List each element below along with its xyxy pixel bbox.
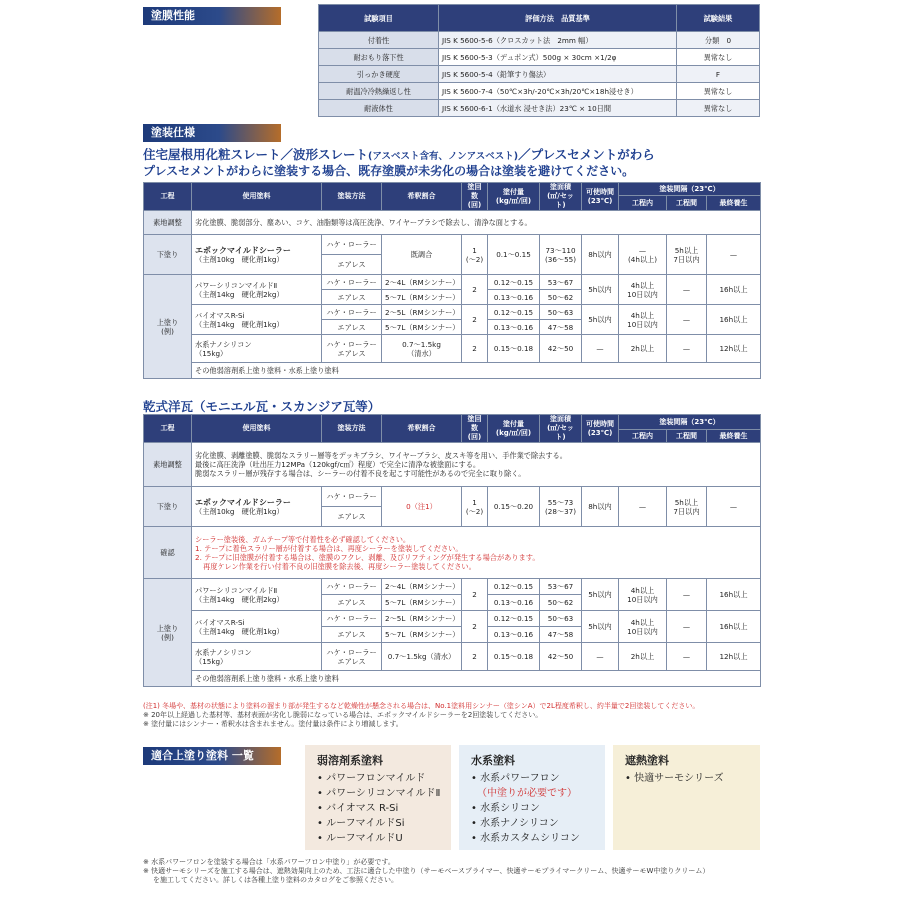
section-spec-label: 塗装仕様 xyxy=(143,124,281,142)
list-item: • バイオマス R-Si xyxy=(317,803,399,814)
spec-table-2: 工程 使用塗料 塗装方法 希釈割合 塗回数 (回) 塗付量 (kg/㎡/回) 塗面積 (㎡/セット) 可使時間 (23℃) 塗装間隔（23℃） 工程内 工程間 最終養生 素地調整 劣化塗膜、剥離塗膜、脆弱なスラリー層等をデッキブラシ、ワイヤーブラシ、皮スキ等を用い、手作業で除去する。 最後に高圧洗浄（吐出圧力12MPa（120kgf/c㎡）程度）で完全に清浄な被塗面にする。 脆弱なスラリー層が残存する場合は、シーラーの付着不良を起こす可能性があるので完全に取り除く。 下塗り エポックマイルドシーラー （主剤10kg 硬化剤1kg） ハケ・ローラー 0（注1） 1 (～2) 0.15～0.20 55～73 (28～37) 8h以内 — 5h以上 7日以内 — エアレス 確認 シーラー塗装後、ガムテープ等で付着性を必ず確認してください。 1. テープに着色スラリー層が付着する場合は、再度シーラーを塗装してください。 2. テープに旧塗膜が付着する場合は、塗膜のフクレ、剥離、及びリフティングが発生する場合があります。 再度ケレン作業を行い付着不良の旧塗膜を除去後、再度シーラー塗装してください。 上塗り (例) パワーシリコンマイルドⅡ （主剤14kg 硬化剤2kg） ハケ・ローラー 2～4L（RMシンナー） 2 0.12～0.15 53～67 5h以内 4h以上 10日以内 — 16h以上 エアレス 5～7L（RMシンナー） 0.13～0.16 50～62 バイオマスR-Si （主剤14kg 硬化剤1kg） ハケ・ローラー 2～5L（RMシンナー） 2 0.12～0.15 50～63 5h以内 4h以上 10日以内 — 16h以上 エアレス 5～7L（RMシンナー） 0.13～0.16 47～58 水系ナノシリコン （15kg） ハケ・ローラー エアレス 0.7～1.5kg（清水） 2 0.15～0.18 42～50 — 2h以上 — 12h以上 その他弱溶剤系上塗り塗料・水系上塗り塗料 xyxy=(143,414,761,687)
process-top-2: 上塗り (例) xyxy=(144,579,192,687)
col-int-within: 工程内 xyxy=(619,196,667,211)
process-under-2: 下塗り xyxy=(144,487,192,527)
process-under: 下塗り xyxy=(144,235,192,275)
section-performance-label: 塗膜性能 xyxy=(143,7,281,25)
col-dilution: 希釈割合 xyxy=(382,183,462,211)
col-area: 塗面積 (㎡/セット) xyxy=(540,183,582,211)
col-amount: 塗付量 (kg/㎡/回) xyxy=(488,183,540,211)
table-row: 耐液体性 JIS K 5600-6-1（水道水 浸せき法）23℃ × 10日間 異常なし xyxy=(319,100,760,117)
performance-table xyxy=(318,4,760,117)
list-item: • 水系ナノシリコン xyxy=(471,818,559,829)
header-test-item: 試験項目 xyxy=(319,5,439,32)
list-item: • パワーフロンマイルド xyxy=(317,773,426,784)
col-int-final: 最終養生 xyxy=(707,196,761,211)
col-coats: 塗回数 (回) xyxy=(462,183,488,211)
list-item: • 水系シリコン xyxy=(471,803,540,814)
col-pot: 可使時間 (23℃) xyxy=(582,183,619,211)
spec1-subtitle: プレスセメントがわらに塗装する場合、既存塗膜が未劣化の場合は塗装を避けてください。 xyxy=(143,164,635,178)
process-prep-2: 素地調整 xyxy=(144,443,192,487)
header-result: 試験結果 xyxy=(677,5,760,32)
process-confirm: 確認 xyxy=(144,527,192,579)
section-topcoat-label: 適合上塗り塗料 一覧 xyxy=(143,747,281,765)
col-paint: 使用塗料 xyxy=(192,183,322,211)
table-row: 耐温冷冷熱繰返し性 JIS K 5600-7-4（50℃×3h/-20℃×3h/20℃×18h浸せき） 異常なし xyxy=(319,83,760,100)
heat-paint-box: 遮熱塗料 • 快適サーモシリーズ xyxy=(613,745,760,850)
header-method: 評価方法 品質基準 xyxy=(439,5,677,32)
list-item: • ルーフマイルドU xyxy=(317,833,403,844)
spec-table-1: 工程 使用塗料 塗装方法 希釈割合 塗回数 (回) 塗付量 (kg/㎡/回) 塗面積 (㎡/セット) 可使時間 (23℃) 塗装間隔（23℃） 工程内 工程間 最終養生 素地調整 劣化塗膜、脆弱部分、塵あい、コケ、油脂類等は高圧洗浄、ワイヤーブラシで除去し、清浄な面とする。 下塗り エポックマイルドシーラー （主剤10kg 硬化剤1kg） ハケ・ローラー 既調合 1 (～2) 0.1～0.15 73～110 (36～55) 8h以内 — (4h以上) 5h以上 7日以内 — エアレス 上塗り (例) パワーシリコンマイルドⅡ （主剤14kg 硬化剤2kg） ハケ・ローラー 2～4L（RMシンナー） 2 0.12～0.15 53～67 5h以内 4h以上 10日以内 — 16h以上 エアレス 5～7L（RMシンナー） 0.13～0.16 50～62 バイオマスR-Si （主剤14kg 硬化剤1kg） ハケ・ローラー 2～5L（RMシンナー） 2 0.12～0.15 50～63 5h以内 4h以上 10日以内 — 16h以上 エアレス 5～7L（RMシンナー） 0.13～0.16 47～58 水系ナノシリコン （15kg） ハケ・ローラー エアレス 0.7～1.5kg （清水） 2 0.15～0.18 42～50 — 2h以上 — 12h以上 その他弱溶剤系上塗り塗料・水系上塗り塗料 xyxy=(143,182,761,379)
process-top: 上塗り (例) xyxy=(144,275,192,379)
list-item: • ルーフマイルドSi xyxy=(317,818,405,829)
col-int-between: 工程間 xyxy=(667,196,707,211)
list-item: • 水系カスタムシリコン xyxy=(471,833,580,844)
process-prep: 素地調整 xyxy=(144,211,192,235)
col-process: 工程 xyxy=(144,183,192,211)
spec1-title: 住宅屋根用化粧スレート／波形スレート(アスベスト含有、ノンアスベスト)／プレスセメントがわら xyxy=(143,147,655,162)
solvent-paint-box: 弱溶剤系塗料 • パワーフロンマイルド • パワーシリコンマイルドⅡ • バイオマス R-Si • ルーフマイルドSi • ルーフマイルドU xyxy=(305,745,451,850)
list-item: （中塗りが必要です） xyxy=(477,788,577,799)
spec2-title: 乾式洋瓦（モニエル瓦・スカンジア瓦等） xyxy=(143,399,381,414)
notes: (注1) 冬場や、基材の状態により塗料の溜まり部が発生するなど乾燥性が懸念される場合は、No.1塗料用シンナー（塗シンA）で2L程度希釈し、約半量で2回塗装してください。 ※ 20年以上経過した基材等、基材表面が劣化し脆弱になっている場合は、エポックマイルドシーラーを2回塗装してください。 ※ 塗付量にはシンナー・希釈水は含まれません。塗付量は条件により増減します。 xyxy=(143,702,700,728)
list-item: • パワーシリコンマイルドⅡ xyxy=(317,788,441,799)
table-row: 付着性 JIS K 5600-5-6（クロスカット法 2mm 幅） 分類 0 xyxy=(319,32,760,49)
list-item: • 水系パワーフロン xyxy=(471,773,560,784)
footer-notes: ※ 水系パワーフロンを塗装する場合は「水系パワーフロン中塗り」が必要です。 ※ 快適サーモシリーズを施工する場合は、遮熱効果向上のため、工法に適合した中塗り（サーモベースプライマー、快適サーモプライマークリーム、快適サーモW中塗りクリーム） を施工してください。詳しくは各種上塗り塗料のカタログをご参照ください。 xyxy=(143,858,710,884)
col-interval: 塗装間隔（23℃） xyxy=(619,183,761,196)
list-item: • 快適サーモシリーズ xyxy=(625,773,724,784)
col-method: 塗装方法 xyxy=(322,183,382,211)
table-row: 耐おもり落下性 JIS K 5600-5-3（デュポン式）500g × 30cm ×1/2φ 異常なし xyxy=(319,49,760,66)
water-paint-box: 水系塗料 • 水系パワーフロン （中塗りが必要です） • 水系シリコン • 水系ナノシリコン • 水系カスタムシリコン xyxy=(459,745,605,850)
table-row: 引っかき硬度 JIS K 5600-5-4（鉛筆すり傷法） F xyxy=(319,66,760,83)
